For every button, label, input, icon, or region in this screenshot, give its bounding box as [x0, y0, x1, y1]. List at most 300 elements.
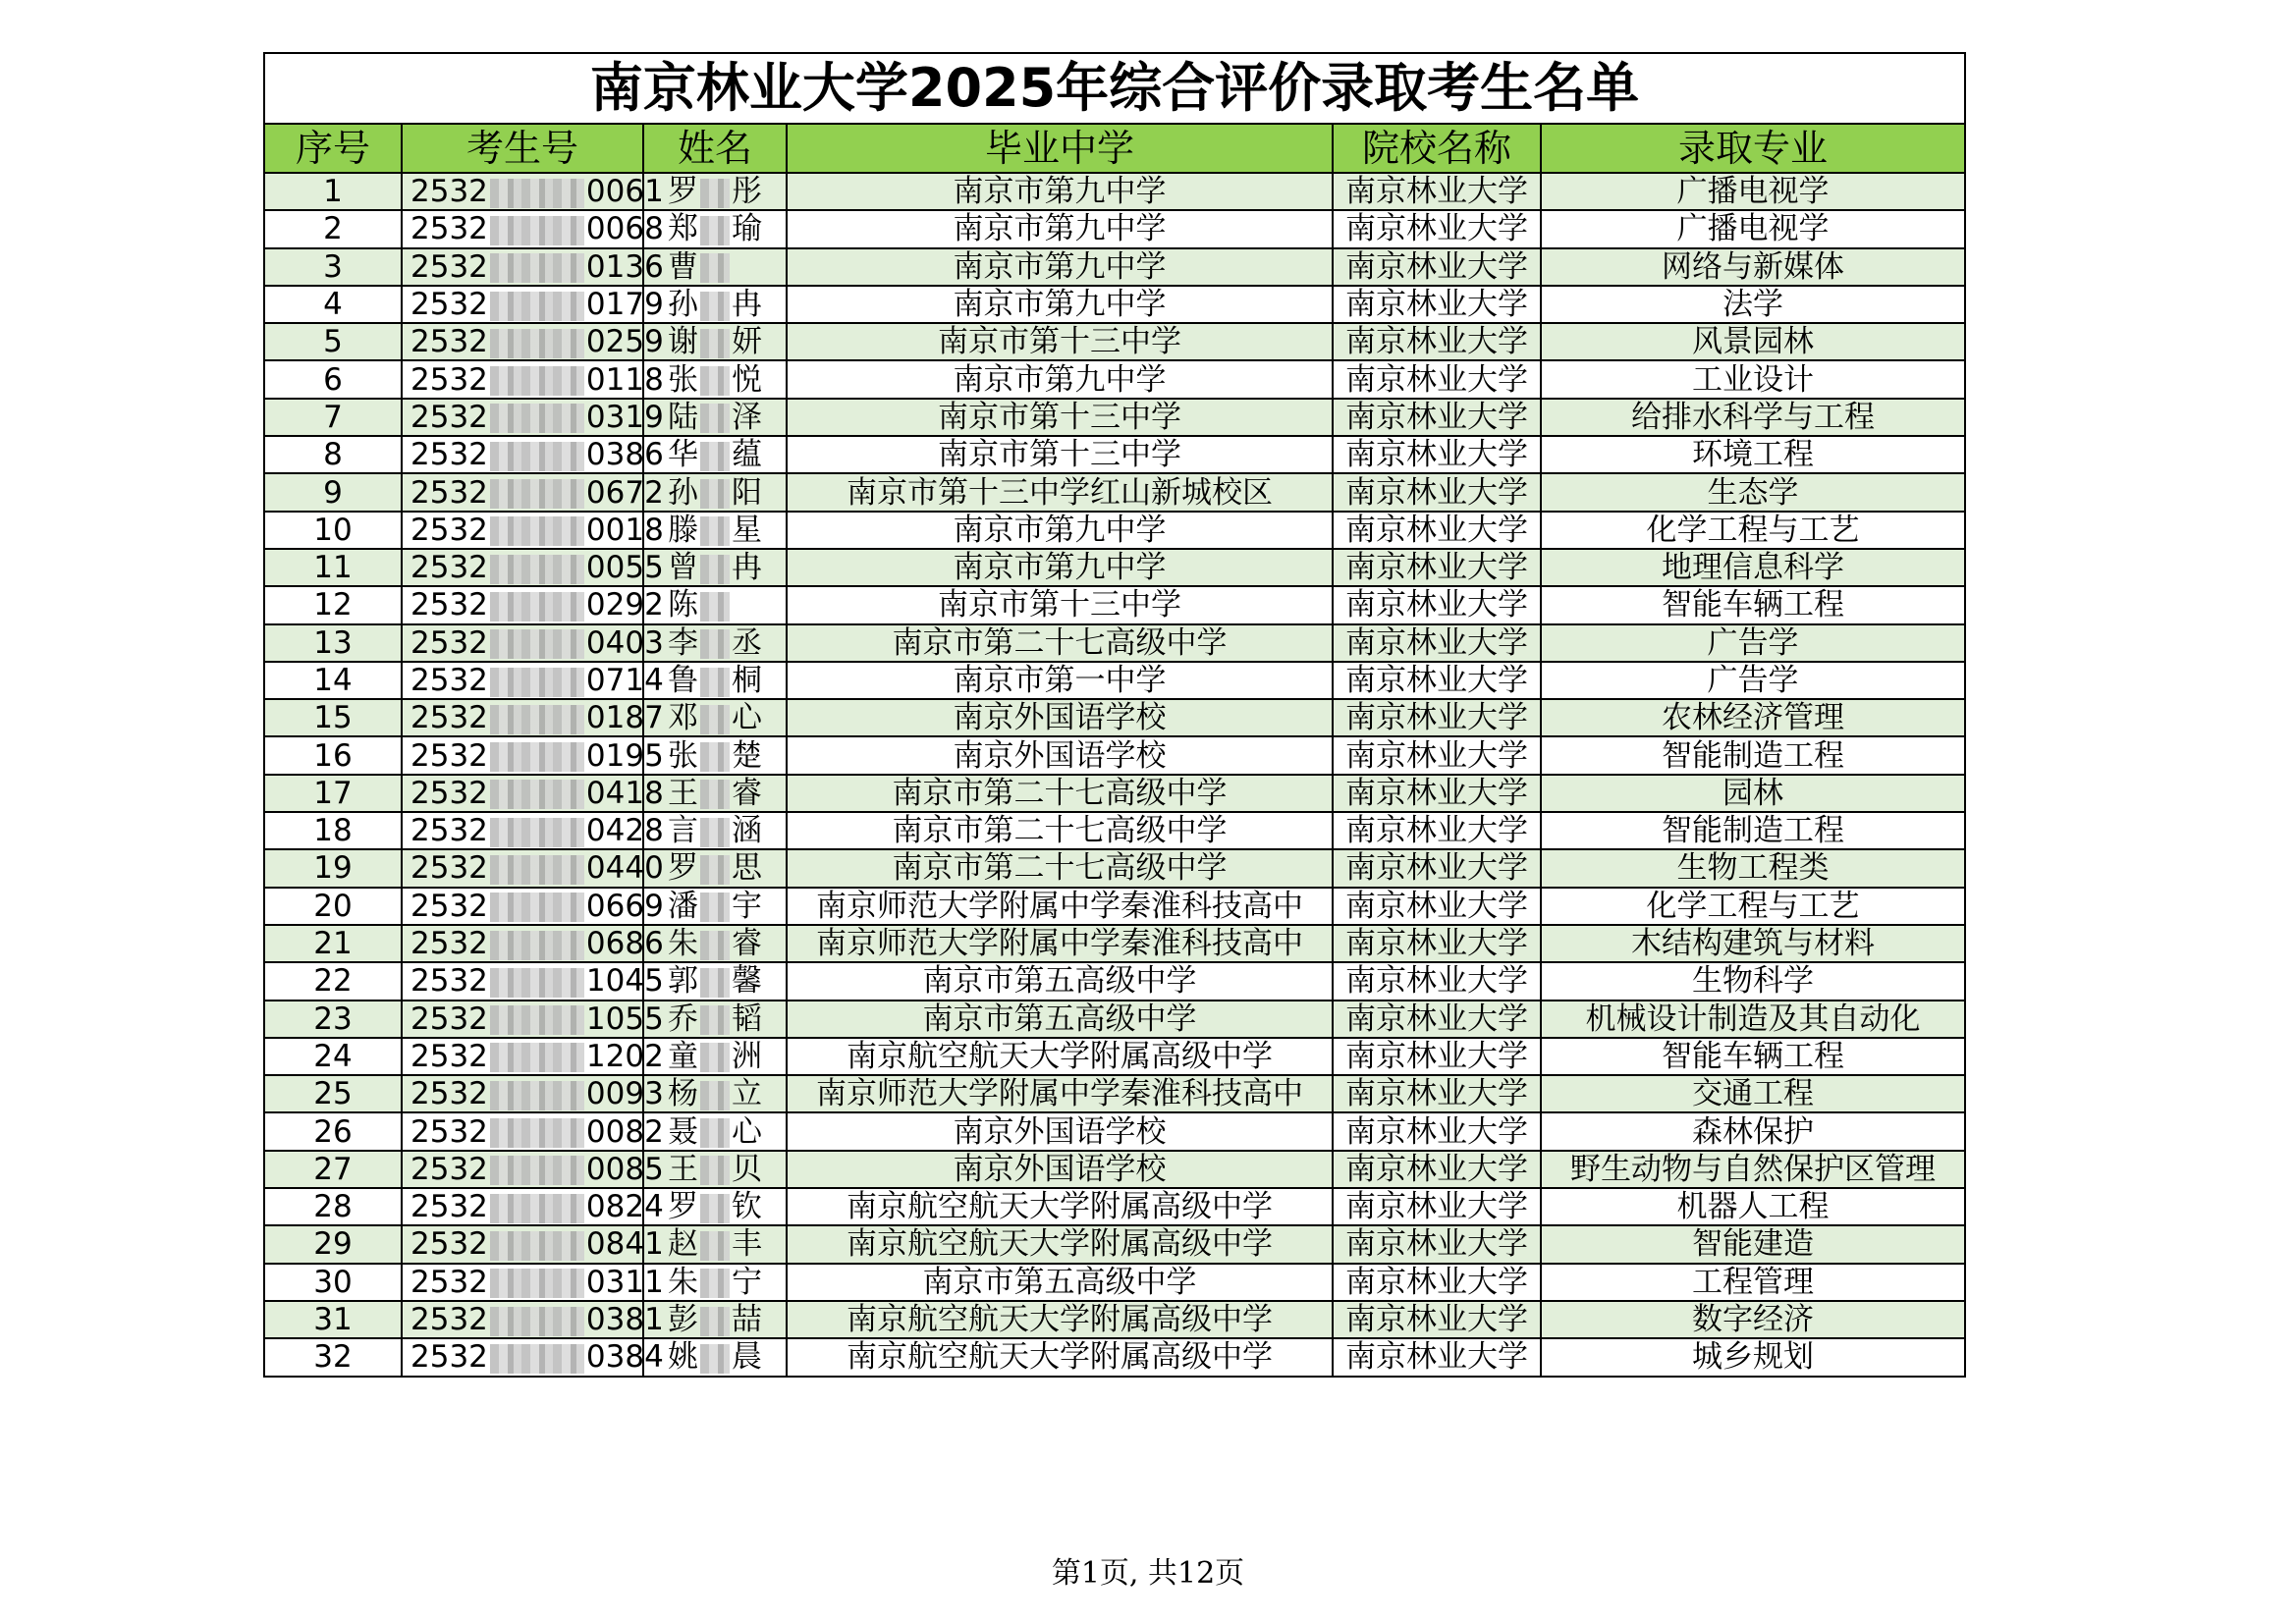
id-suffix: 0187 — [585, 700, 664, 736]
redacted-mask — [490, 629, 584, 659]
cell-serial: 1 — [264, 173, 402, 210]
column-header: 录取专业 — [1541, 124, 1965, 173]
cell-major: 园林 — [1541, 775, 1965, 812]
cell-candidate-id — [402, 1225, 664, 1263]
redacted-mask — [700, 216, 730, 245]
cell-school: 南京航空航天大学附属高级中学 — [787, 1301, 1333, 1338]
cell-school: 南京航空航天大学附属高级中学 — [787, 1038, 1333, 1075]
name-last: 馨 — [732, 963, 762, 1000]
cell-major: 交通工程 — [1541, 1075, 1965, 1112]
table-row — [264, 1038, 1965, 1075]
cell-candidate-id — [402, 1264, 664, 1301]
cell-name — [643, 849, 787, 887]
id-prefix: 2532 — [410, 399, 488, 435]
cell-major: 智能制造工程 — [1541, 736, 1965, 774]
table-row — [264, 812, 1965, 849]
redacted-mask — [700, 442, 730, 471]
id-suffix: 1045 — [585, 963, 664, 1000]
cell-college: 南京林业大学 — [1333, 512, 1541, 549]
redacted-mask — [700, 968, 730, 998]
name-first: 潘 — [668, 888, 698, 924]
redacted-mask — [490, 1194, 584, 1223]
cell-major: 生态学 — [1541, 473, 1965, 511]
cell-college: 南京林业大学 — [1333, 1112, 1541, 1150]
id-prefix: 2532 — [410, 437, 488, 473]
cell-major: 广告学 — [1541, 624, 1965, 662]
redacted-mask — [700, 479, 730, 509]
cell-serial: 24 — [264, 1038, 402, 1075]
name-last: 蕴 — [732, 437, 762, 473]
table-row — [264, 662, 1965, 699]
table-row — [264, 1225, 1965, 1263]
cell-candidate-id — [402, 736, 664, 774]
cell-major: 野生动物与自然保护区管理 — [1541, 1151, 1965, 1188]
cell-name — [643, 775, 787, 812]
cell-serial: 11 — [264, 549, 402, 586]
id-suffix: 0418 — [585, 775, 664, 811]
cell-name — [643, 736, 787, 774]
cell-college: 南京林业大学 — [1333, 1075, 1541, 1112]
cell-college: 南京林业大学 — [1333, 436, 1541, 473]
cell-major: 农林经济管理 — [1541, 699, 1965, 736]
id-suffix: 0085 — [585, 1151, 664, 1187]
id-suffix: 0018 — [585, 512, 664, 548]
id-prefix: 2532 — [410, 663, 488, 698]
id-suffix: 0311 — [585, 1264, 664, 1300]
table-row — [264, 1075, 1965, 1112]
id-suffix: 0824 — [585, 1189, 664, 1225]
cell-serial: 8 — [264, 436, 402, 473]
cell-school: 南京市第九中学 — [787, 512, 1333, 549]
cell-college: 南京林业大学 — [1333, 473, 1541, 511]
id-prefix: 2532 — [410, 324, 488, 360]
name-last: 心 — [732, 700, 762, 736]
cell-college: 南京林业大学 — [1333, 549, 1541, 586]
id-prefix: 2532 — [410, 926, 488, 962]
redacted-mask — [490, 1231, 584, 1261]
cell-college: 南京林业大学 — [1333, 286, 1541, 323]
cell-name — [643, 210, 787, 247]
cell-major: 工业设计 — [1541, 360, 1965, 398]
redacted-mask — [700, 1307, 730, 1336]
redacted-mask — [490, 668, 584, 697]
redacted-mask — [490, 1269, 584, 1298]
id-suffix: 0386 — [585, 437, 664, 473]
cell-name — [643, 549, 787, 586]
redacted-mask — [490, 292, 584, 321]
cell-name — [643, 399, 787, 436]
cell-major: 生物科学 — [1541, 962, 1965, 1000]
cell-candidate-id — [402, 1001, 664, 1038]
cell-school: 南京外国语学校 — [787, 699, 1333, 736]
name-first: 王 — [668, 1151, 698, 1187]
id-prefix: 2532 — [410, 287, 488, 323]
redacted-mask — [490, 1005, 584, 1035]
cell-name — [643, 1001, 787, 1038]
redacted-mask — [490, 1344, 584, 1374]
cell-major: 木结构建筑与材料 — [1541, 925, 1965, 962]
table-row — [264, 1112, 1965, 1150]
redacted-mask — [700, 516, 730, 546]
cell-college: 南京林业大学 — [1333, 849, 1541, 887]
table-row — [264, 1151, 1965, 1188]
cell-major: 城乡规划 — [1541, 1338, 1965, 1376]
cell-school: 南京市第十三中学 — [787, 586, 1333, 623]
cell-school: 南京市第十三中学红山新城校区 — [787, 473, 1333, 511]
redacted-mask — [490, 179, 584, 208]
redacted-mask — [700, 629, 730, 659]
name-last: 贝 — [732, 1151, 762, 1187]
redacted-mask — [490, 366, 584, 396]
id-prefix: 2532 — [410, 1038, 488, 1074]
id-prefix: 2532 — [410, 1264, 488, 1300]
admission-list-table — [263, 52, 1966, 1378]
redacted-mask — [490, 1156, 584, 1185]
redacted-mask — [700, 1005, 730, 1035]
cell-name — [643, 1038, 787, 1075]
name-first: 陈 — [668, 587, 698, 623]
name-first: 陆 — [668, 399, 698, 435]
name-first: 孙 — [668, 287, 698, 323]
table-row — [264, 699, 1965, 736]
cell-serial: 4 — [264, 286, 402, 323]
cell-major: 给排水科学与工程 — [1541, 399, 1965, 436]
cell-name — [643, 699, 787, 736]
id-suffix: 0714 — [585, 663, 664, 698]
redacted-mask — [490, 742, 584, 772]
cell-college: 南京林业大学 — [1333, 775, 1541, 812]
id-prefix: 2532 — [410, 550, 488, 586]
id-suffix: 0672 — [585, 474, 664, 511]
cell-college: 南京林业大学 — [1333, 925, 1541, 962]
cell-school: 南京市第九中学 — [787, 248, 1333, 286]
name-last: 桐 — [732, 663, 762, 698]
table-row — [264, 736, 1965, 774]
cell-major: 法学 — [1541, 286, 1965, 323]
redacted-mask — [490, 893, 584, 922]
id-suffix: 0440 — [585, 850, 664, 887]
cell-school: 南京市第九中学 — [787, 210, 1333, 247]
redacted-mask — [700, 818, 730, 847]
cell-major: 智能建造 — [1541, 1225, 1965, 1263]
name-first: 鲁 — [668, 663, 698, 698]
id-suffix: 0093 — [585, 1076, 664, 1112]
id-prefix: 2532 — [410, 1113, 488, 1150]
id-prefix: 2532 — [410, 1151, 488, 1187]
cell-name — [643, 662, 787, 699]
redacted-mask — [700, 1344, 730, 1374]
cell-college: 南京林业大学 — [1333, 586, 1541, 623]
name-first: 郭 — [668, 963, 698, 1000]
name-last: 楚 — [732, 737, 762, 774]
id-prefix: 2532 — [410, 1001, 488, 1037]
redacted-mask — [700, 179, 730, 208]
cell-major: 数字经济 — [1541, 1301, 1965, 1338]
table-row — [264, 173, 1965, 210]
cell-candidate-id — [402, 888, 664, 925]
cell-major: 生物工程类 — [1541, 849, 1965, 887]
name-first: 邓 — [668, 700, 698, 736]
redacted-mask — [700, 1081, 730, 1110]
name-first: 罗 — [668, 1189, 698, 1225]
cell-serial: 5 — [264, 323, 402, 360]
cell-serial: 3 — [264, 248, 402, 286]
cell-school: 南京市第五高级中学 — [787, 962, 1333, 1000]
id-prefix: 2532 — [410, 963, 488, 1000]
redacted-mask — [700, 893, 730, 922]
cell-candidate-id — [402, 286, 664, 323]
redacted-mask — [700, 555, 730, 584]
name-last: 冉 — [732, 550, 762, 586]
id-prefix: 2532 — [410, 813, 488, 849]
cell-school: 南京航空航天大学附属高级中学 — [787, 1225, 1333, 1263]
cell-college: 南京林业大学 — [1333, 962, 1541, 1000]
redacted-mask — [490, 216, 584, 245]
cell-school: 南京市第九中学 — [787, 286, 1333, 323]
cell-school: 南京市第五高级中学 — [787, 1001, 1333, 1038]
cell-college: 南京林业大学 — [1333, 812, 1541, 849]
cell-college: 南京林业大学 — [1333, 1225, 1541, 1263]
id-prefix: 2532 — [410, 1302, 488, 1338]
cell-name — [643, 1151, 787, 1188]
cell-serial: 16 — [264, 736, 402, 774]
cell-candidate-id — [402, 925, 664, 962]
cell-school: 南京外国语学校 — [787, 1112, 1333, 1150]
name-last: 立 — [732, 1076, 762, 1112]
cell-serial: 17 — [264, 775, 402, 812]
id-prefix: 2532 — [410, 1189, 488, 1225]
name-last: 宁 — [732, 1264, 762, 1300]
cell-school: 南京市第二十七高级中学 — [787, 775, 1333, 812]
cell-candidate-id — [402, 699, 664, 736]
cell-name — [643, 925, 787, 962]
id-suffix: 0195 — [585, 737, 664, 774]
id-suffix: 1202 — [585, 1038, 664, 1074]
name-last: 悦 — [732, 361, 762, 398]
name-last: 韬 — [732, 1001, 762, 1037]
cell-candidate-id — [402, 173, 664, 210]
redacted-mask — [490, 818, 584, 847]
cell-candidate-id — [402, 436, 664, 473]
cell-college: 南京林业大学 — [1333, 248, 1541, 286]
cell-major: 智能车辆工程 — [1541, 1038, 1965, 1075]
redacted-mask — [700, 705, 730, 734]
table-row — [264, 436, 1965, 473]
name-last: 泽 — [732, 399, 762, 435]
cell-school: 南京外国语学校 — [787, 1151, 1333, 1188]
cell-school: 南京市第五高级中学 — [787, 1264, 1333, 1301]
id-prefix: 2532 — [410, 737, 488, 774]
name-last: 睿 — [732, 926, 762, 962]
cell-major: 森林保护 — [1541, 1112, 1965, 1150]
redacted-mask — [490, 1307, 584, 1336]
name-last: 彤 — [732, 174, 762, 210]
cell-serial: 12 — [264, 586, 402, 623]
id-suffix: 0384 — [585, 1339, 664, 1376]
cell-serial: 29 — [264, 1225, 402, 1263]
cell-candidate-id — [402, 1112, 664, 1150]
cell-school: 南京师范大学附属中学秦淮科技高中 — [787, 1075, 1333, 1112]
cell-school: 南京航空航天大学附属高级中学 — [787, 1188, 1333, 1225]
cell-school: 南京市第二十七高级中学 — [787, 849, 1333, 887]
cell-major: 广播电视学 — [1541, 173, 1965, 210]
cell-candidate-id — [402, 1188, 664, 1225]
cell-serial: 9 — [264, 473, 402, 511]
id-suffix: 0841 — [585, 1226, 664, 1263]
name-first: 孙 — [668, 474, 698, 511]
redacted-mask — [490, 555, 584, 584]
table-row — [264, 775, 1965, 812]
cell-school: 南京市第二十七高级中学 — [787, 624, 1333, 662]
cell-name — [643, 1264, 787, 1301]
redacted-mask — [700, 742, 730, 772]
name-first: 张 — [668, 737, 698, 774]
id-suffix: 0055 — [585, 550, 664, 586]
cell-school: 南京市第十三中学 — [787, 323, 1333, 360]
name-last: 丞 — [732, 624, 762, 661]
name-first: 王 — [668, 775, 698, 811]
cell-major: 广告学 — [1541, 662, 1965, 699]
cell-serial: 21 — [264, 925, 402, 962]
cell-candidate-id — [402, 399, 664, 436]
cell-serial: 19 — [264, 849, 402, 887]
name-first: 李 — [668, 624, 698, 661]
cell-college: 南京林业大学 — [1333, 624, 1541, 662]
cell-candidate-id — [402, 586, 664, 623]
table-row — [264, 849, 1965, 887]
name-first: 滕 — [668, 512, 698, 548]
cell-major: 智能制造工程 — [1541, 812, 1965, 849]
cell-candidate-id — [402, 624, 664, 662]
cell-candidate-id — [402, 248, 664, 286]
name-last: 洲 — [732, 1038, 762, 1074]
id-prefix: 2532 — [410, 211, 488, 247]
cell-major: 智能车辆工程 — [1541, 586, 1965, 623]
redacted-mask — [700, 292, 730, 321]
page-footer: 第1页, 共12页 — [1051, 1556, 1245, 1591]
cell-name — [643, 888, 787, 925]
table-row — [264, 1001, 1965, 1038]
id-suffix: 0136 — [585, 248, 664, 285]
id-suffix: 0686 — [585, 926, 664, 962]
name-first: 童 — [668, 1038, 698, 1074]
redacted-mask — [700, 366, 730, 396]
name-last: 阳 — [732, 474, 762, 511]
cell-name — [643, 512, 787, 549]
redacted-mask — [490, 592, 584, 622]
name-last: 睿 — [732, 775, 762, 811]
id-prefix: 2532 — [410, 624, 488, 661]
id-prefix: 2532 — [410, 174, 488, 210]
name-first: 朱 — [668, 1264, 698, 1300]
table-row — [264, 248, 1965, 286]
cell-school: 南京市第九中学 — [787, 173, 1333, 210]
cell-name — [643, 586, 787, 623]
redacted-mask — [700, 855, 730, 885]
cell-serial: 6 — [264, 360, 402, 398]
cell-serial: 27 — [264, 1151, 402, 1188]
cell-major: 机械设计制造及其自动化 — [1541, 1001, 1965, 1038]
cell-serial: 28 — [264, 1188, 402, 1225]
id-prefix: 2532 — [410, 700, 488, 736]
cell-school: 南京师范大学附属中学秦淮科技高中 — [787, 888, 1333, 925]
table-row — [264, 925, 1965, 962]
redacted-mask — [490, 1118, 584, 1148]
table-row — [264, 360, 1965, 398]
table-row — [264, 210, 1965, 247]
name-first: 杨 — [668, 1076, 698, 1112]
id-suffix: 0428 — [585, 813, 664, 849]
redacted-mask — [700, 931, 730, 960]
cell-candidate-id — [402, 775, 664, 812]
cell-serial: 22 — [264, 962, 402, 1000]
cell-name — [643, 1112, 787, 1150]
cell-candidate-id — [402, 849, 664, 887]
redacted-mask — [490, 253, 584, 283]
table-title: 南京林业大学2025年综合评价录取考生名单 — [264, 53, 1965, 124]
cell-school: 南京航空航天大学附属高级中学 — [787, 1338, 1333, 1376]
cell-college: 南京林业大学 — [1333, 323, 1541, 360]
redacted-mask — [490, 705, 584, 734]
name-last: 丰 — [732, 1226, 762, 1263]
cell-candidate-id — [402, 962, 664, 1000]
id-prefix: 2532 — [410, 474, 488, 511]
redacted-mask — [490, 780, 584, 809]
id-prefix: 2532 — [410, 512, 488, 548]
id-suffix: 0179 — [585, 287, 664, 323]
table-row — [264, 962, 1965, 1000]
id-prefix: 2532 — [410, 850, 488, 887]
cell-college: 南京林业大学 — [1333, 399, 1541, 436]
name-first: 罗 — [668, 174, 698, 210]
cell-candidate-id — [402, 1338, 664, 1376]
cell-college: 南京林业大学 — [1333, 210, 1541, 247]
cell-college: 南京林业大学 — [1333, 173, 1541, 210]
name-first: 华 — [668, 437, 698, 473]
cell-name — [643, 436, 787, 473]
cell-candidate-id — [402, 210, 664, 247]
name-last: 喆 — [732, 1302, 762, 1338]
cell-name — [643, 248, 787, 286]
cell-name — [643, 323, 787, 360]
id-prefix: 2532 — [410, 587, 488, 623]
cell-candidate-id — [402, 549, 664, 586]
table-row — [264, 1188, 1965, 1225]
redacted-mask — [700, 1269, 730, 1298]
cell-school: 南京市第九中学 — [787, 549, 1333, 586]
id-suffix: 0061 — [585, 174, 664, 210]
cell-college: 南京林业大学 — [1333, 736, 1541, 774]
redacted-mask — [490, 329, 584, 358]
cell-name — [643, 1301, 787, 1338]
cell-major: 广播电视学 — [1541, 210, 1965, 247]
name-last: 思 — [732, 850, 762, 887]
cell-college: 南京林业大学 — [1333, 1301, 1541, 1338]
id-suffix: 0381 — [585, 1302, 664, 1338]
cell-name — [643, 473, 787, 511]
redacted-mask — [490, 931, 584, 960]
id-suffix: 0118 — [585, 361, 664, 398]
name-first: 言 — [668, 813, 698, 849]
cell-candidate-id — [402, 1151, 664, 1188]
cell-major: 风景园林 — [1541, 323, 1965, 360]
id-prefix: 2532 — [410, 888, 488, 924]
cell-school: 南京市第十三中学 — [787, 436, 1333, 473]
cell-college: 南京林业大学 — [1333, 1188, 1541, 1225]
name-last: 星 — [732, 512, 762, 548]
cell-school: 南京外国语学校 — [787, 736, 1333, 774]
redacted-mask — [700, 1043, 730, 1072]
